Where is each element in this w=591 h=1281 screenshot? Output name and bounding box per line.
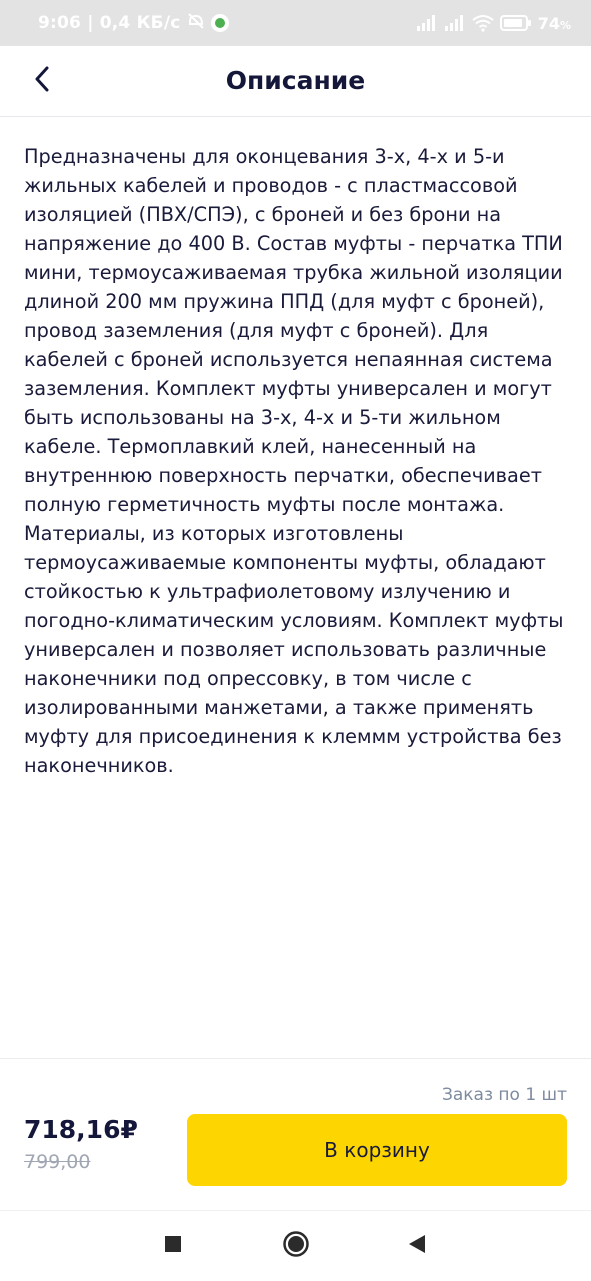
purchase-bar xyxy=(0,1058,591,1211)
signal-icon xyxy=(444,14,466,32)
header xyxy=(0,46,591,117)
status-right xyxy=(416,14,571,33)
battery-icon xyxy=(500,14,532,32)
status-left xyxy=(38,12,229,35)
wifi-icon xyxy=(472,14,494,32)
status-bar xyxy=(0,0,591,46)
signal-icon xyxy=(416,14,438,32)
home-button[interactable] xyxy=(276,1226,316,1266)
add-to-cart-button[interactable]: В корзину xyxy=(187,1114,567,1186)
current-price: 718,16₽ xyxy=(24,1115,138,1144)
page-title: Описание xyxy=(225,66,366,95)
circle-home-icon xyxy=(282,1230,310,1262)
old-price: 799,00 xyxy=(24,1151,91,1173)
do-not-disturb-icon xyxy=(187,12,205,35)
navigation-bar xyxy=(0,1210,591,1281)
app-notification-icon xyxy=(211,14,229,32)
triangle-back-icon xyxy=(406,1233,428,1259)
order-quantity-note: Заказ по 1 шт xyxy=(441,1085,567,1105)
square-recent-apps-icon xyxy=(163,1234,183,1258)
system-back-button[interactable] xyxy=(397,1226,437,1266)
status-time-speed: 9:06 | 0,4 КБ/с xyxy=(38,13,181,33)
battery-percent: 74% xyxy=(537,13,571,33)
product-description: Предназначены для оконцевания 3-х, 4-х и 5-и жильных кабелей и проводов - с пластмассовой изоляцией (ПВХ/СПЭ), с броней и без брони на напряжение до 400 В. Состав муфты - перчатка ТПИ мини, термоусаживаемая трубка жильной изоляции длиной 200 мм пружина ППД (для муфт с броней), провод заземления (для муфт с броней). Для кабелей с броней используется непаянная система заземления. Комплект муфты универсален и могут быть использованы на 3-х, 4-х и 5-ти жильном кабеле. Термоплавкий клей, нанесенный на внутреннюю поверхность перчатки, обеспечивает полную герметичность муфты после монтажа. Материалы, из которых изготовлены термоусаживаемые компоненты муфты, обладают стойкостью к ультрафиолетовому излучению и погодно-климатическим условиям. Комплект муфты универсален и позволяет использовать различные наконечники под опрессовку, в том числе с изолированными манжетами, а также применять муфту для присоединения к клеммм устройства без наконечников. xyxy=(24,145,564,777)
recent-apps-button[interactable] xyxy=(153,1226,193,1266)
